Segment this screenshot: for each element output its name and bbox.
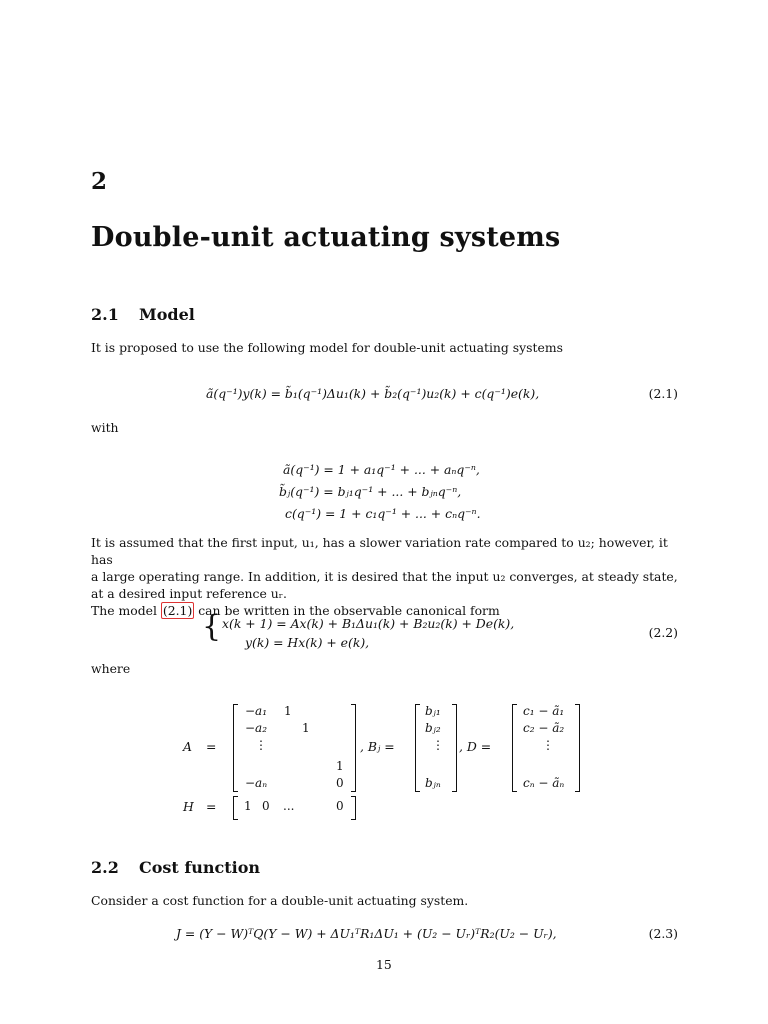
equation-2-1: ã(q⁻¹)y(k) = b̃₁(q⁻¹)Δu₁(k) + b̃₂(q⁻¹)u₂(k) + c(q⁻¹)e(k), (206, 386, 540, 401)
matrix-cell: 1 (284, 704, 292, 718)
cost-intro-text: Consider a cost function for a double-unit actuating system. (91, 893, 469, 908)
matrix-cell: 1 (244, 799, 252, 813)
chapter-title: Double-unit actuating systems (91, 222, 561, 253)
matrix-cell: ⋮ (255, 738, 267, 752)
equals-sign: = (206, 739, 217, 754)
matrix-cell: 0 (336, 799, 344, 813)
matrix-H-right-bracket (351, 796, 356, 820)
section-number: 2.2 (91, 858, 119, 877)
def-b-polynomial: b̃ⱼ(q⁻¹) = bⱼ₁q⁻¹ + ... + bⱼₙq⁻ⁿ, (279, 484, 462, 499)
equation-number-2-3: (2.3) (648, 926, 678, 941)
matrix-cell: bⱼₙ (425, 776, 441, 790)
equation-2-3: J = (Y − W)ᵀQ(Y − W) + ΔU₁ᵀR₁ΔU₁ + (U₂ − Uᵣ)ᵀR₂(U₂ − Uᵣ), (176, 926, 557, 941)
matrix-cell: 0 (262, 799, 270, 813)
matrix-cell: −a₁ (245, 704, 268, 718)
equation-number-2-2: (2.2) (648, 625, 678, 640)
section-title: Cost function (139, 858, 261, 877)
assumption-line-2: a large operating range. In addition, it is desired that the input u₂ converges, at steady state, (91, 569, 678, 584)
equation-number-2-1: (2.1) (648, 386, 678, 401)
matrix-A-right-bracket (351, 704, 356, 792)
matrix-cell: cₙ − ãₙ (523, 776, 565, 790)
where-text: where (91, 661, 131, 676)
section-title: Model (139, 305, 195, 324)
output-equation: y(k) = Hx(k) + e(k), (245, 635, 370, 650)
matrix-D-right-bracket (575, 704, 580, 792)
equation-link-2-1[interactable]: (2.1) (162, 603, 193, 618)
matrix-cell: bⱼ₂ (425, 721, 441, 735)
matrix-cell: 1 (302, 721, 310, 735)
matrix-cell: c₂ − ã₂ (523, 721, 565, 735)
assumption-line-1: It is assumed that the first input, u₁, has a slower variation rate compared to u₂; however, it has (91, 535, 668, 567)
page-number: 15 (376, 957, 392, 972)
matrix-cell: c₁ − ã₁ (523, 704, 565, 718)
model-intro-text: It is proposed to use the following model for double-unit actuating systems (91, 340, 563, 355)
matrix-Bj-right-bracket (452, 704, 457, 792)
def-c-polynomial: c(q⁻¹) = 1 + c₁q⁻¹ + ... + cₙq⁻ⁿ. (285, 506, 481, 521)
matrix-cell: ⋮ (432, 738, 444, 752)
chapter-number: 2 (91, 168, 108, 195)
matrix-cell: −a₂ (245, 721, 268, 735)
left-brace: { (202, 609, 222, 644)
def-a-polynomial: ã(q⁻¹) = 1 + a₁q⁻¹ + ... + aₙq⁻ⁿ, (283, 462, 480, 477)
matrix-cell: −aₙ (245, 776, 268, 790)
section-heading-model (91, 305, 195, 324)
matrix-cell: ⋮ (542, 738, 554, 752)
matrix-A-left-bracket (233, 704, 238, 792)
matrix-H-label: H (183, 799, 194, 814)
equals-sign: = (206, 799, 217, 814)
matrix-H-left-bracket (233, 796, 238, 820)
matrix-cell: ... (283, 799, 295, 813)
matrix-cell: 0 (336, 776, 344, 790)
matrix-A-label: A (183, 739, 192, 754)
assumption-paragraph (91, 534, 679, 619)
section-heading-cost-function (91, 858, 260, 877)
state-equation: x(k + 1) = Ax(k) + B₁Δu₁(k) + B₂u₂(k) + De(k), (222, 616, 515, 631)
matrix-Bj-label: , Bⱼ = (360, 739, 395, 754)
model-reference-line: The model (2.1) can be written in the observable canonical form (91, 603, 500, 618)
with-text: with (91, 420, 119, 435)
matrix-D-left-bracket (512, 704, 517, 792)
section-number: 2.1 (91, 305, 119, 324)
matrix-cell: bⱼ₁ (425, 704, 441, 718)
matrix-D-label: , D = (459, 739, 492, 754)
matrix-cell: 1 (336, 759, 344, 773)
matrix-Bj-left-bracket (415, 704, 420, 792)
assumption-line-3: at a desired input reference uᵣ. (91, 586, 287, 601)
